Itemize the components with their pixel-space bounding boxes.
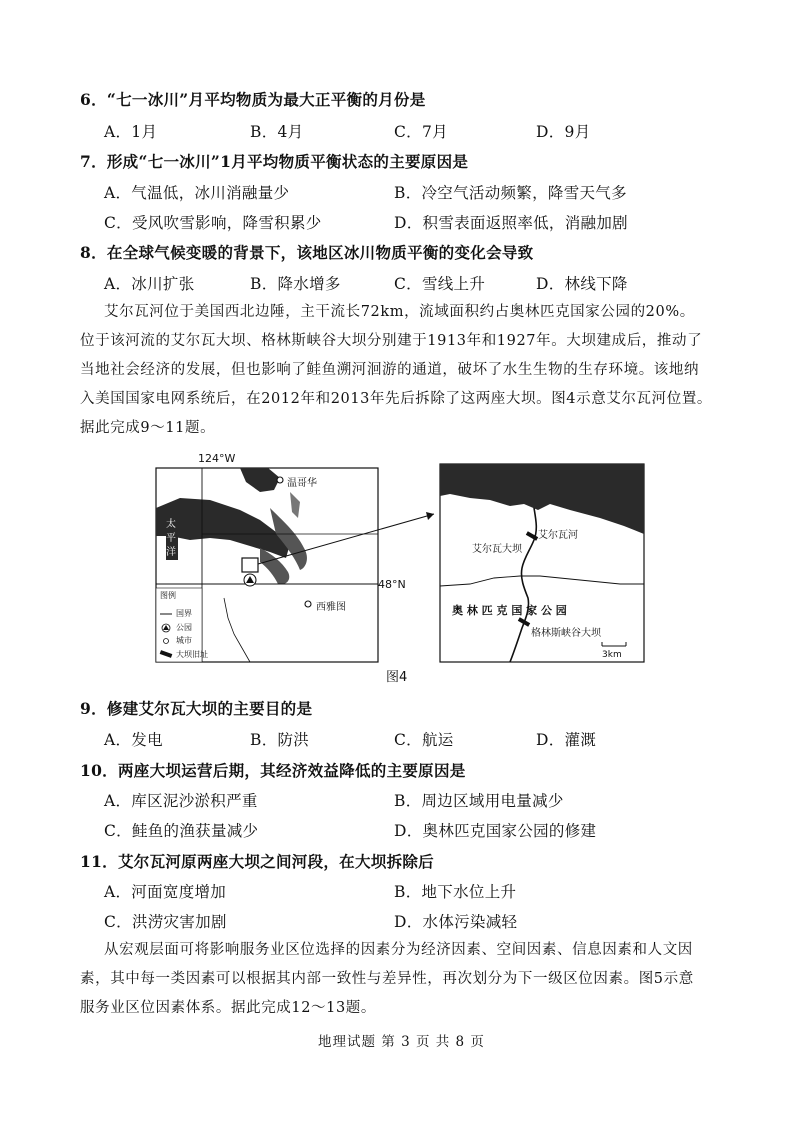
legend-dam-label: 大坝旧址: [176, 650, 208, 659]
question-7-stem: 7．形成“七一冰川”1月平均物质平衡状态的主要原因是: [80, 152, 469, 171]
question-9-stem: 9．修建艾尔瓦大坝的主要目的是: [80, 699, 313, 718]
city-vancouver-marker: [277, 477, 283, 483]
question-11-option-c: C．洪涝灾害加剧: [104, 913, 227, 931]
study-area-box: [242, 558, 258, 572]
passage2-line-3: 服务业区位因素体系。据此完成12～13题。: [80, 1000, 376, 1016]
question-9-option-d: D．灌溉: [536, 731, 597, 749]
question-10-option-b: B．周边区域用电量减少: [394, 792, 564, 810]
latitude-label: 48°N: [378, 578, 406, 591]
question-7-option-a: A．气温低，冰川消融量少: [104, 184, 290, 202]
question-6-stem: 6．“七一冰川”月平均物质为最大正平衡的月份是: [80, 90, 426, 109]
question-11-option-b: B．地下水位上升: [394, 883, 517, 901]
passage2-line-2: 素，其中每一类因素可以根据其内部一致性与差异性，再次划分为下一级区位因素。图5示意: [80, 971, 694, 987]
question-11-option-a: A．河面宽度增加: [104, 883, 227, 901]
question-10-option-c: C．鲑鱼的渔获量减少: [104, 822, 259, 840]
question-8-option-d: D．林线下降: [536, 275, 628, 293]
question-8-option-c: C．雪线上升: [394, 275, 486, 293]
question-11-stem: 11．艾尔瓦河原两座大坝之间河段，在大坝拆除后: [80, 852, 434, 871]
passage1-line-5: 据此完成9～11题。: [80, 420, 216, 436]
legend-border-label: 国界: [176, 609, 192, 618]
passage1-line-4: 入美国国家电网系统后，在2012年和2013年先后拆除了这两座大坝。图4示意艾尔瓦河位置。: [80, 391, 713, 407]
legend-title: 图例: [160, 591, 176, 600]
question-9-option-c: C．航运: [394, 731, 454, 749]
scale-label: 3km: [602, 650, 622, 660]
question-10-option-a: A．库区泥沙淤积严重: [104, 792, 258, 810]
legend-city-icon: [164, 639, 169, 644]
question-8-stem: 8．在全球气候变暖的背景下，该地区冰川物质平衡的变化会导致: [80, 243, 534, 262]
question-10-option-d: D．奥林匹克国家公园的修建: [394, 822, 597, 840]
ocean-label: 太 平 洋: [166, 519, 176, 558]
passage1-line-2: 位于该河流的艾尔瓦大坝、格林斯峡谷大坝分别建于1913年和1927年。大坝建成后，推动了: [80, 333, 703, 349]
figure-4-caption: 图4: [386, 670, 408, 685]
question-10-stem: 10．两座大坝运营后期，其经济效益降低的主要原因是: [80, 761, 466, 780]
question-8-option-a: A．冰川扩张: [104, 275, 195, 293]
question-7-option-d: D．积雪表面返照率低，消融加剧: [394, 214, 628, 232]
question-11-option-d: D．水体污染减轻: [394, 913, 518, 931]
glines-canyon-dam-label: 格林斯峡谷大坝: [531, 628, 601, 639]
park-label: 奥 林 匹 克 国 家 公 园: [452, 604, 567, 617]
question-6-option-a: A．1月: [104, 123, 158, 141]
question-9-option-a: A．发电: [104, 731, 163, 749]
legend-city-label: 城市: [176, 636, 192, 645]
question-6-option-d: D．9月: [536, 123, 591, 141]
passage2-line-1: 从宏观层面可将影响服务业区位选择的因素分为经济因素、空间因素、信息因素和人文因: [104, 942, 693, 958]
question-9-option-b: B．防洪: [250, 731, 310, 749]
longitude-label: 124°W: [198, 452, 236, 465]
city-seattle-label: 西雅图: [316, 602, 346, 613]
question-6-option-b: B．4月: [250, 123, 304, 141]
city-vancouver-label: 温哥华: [287, 478, 317, 489]
question-6-option-c: C．7月: [394, 123, 448, 141]
passage1-line-1: 艾尔瓦河位于美国西北边陲，主干流长72km，流域面积约占奥林匹克国家公园的20%。: [104, 304, 695, 320]
page-footer: 地理试题 第 3 页 共 8 页: [318, 1034, 485, 1050]
question-8-option-b: B．降水增多: [250, 275, 341, 293]
question-7-option-b: B．冷空气活动频繁，降雪天气多: [394, 184, 627, 202]
river-label: 艾尔瓦河: [538, 530, 578, 541]
city-seattle-marker: [305, 601, 311, 607]
elwha-dam-label: 艾尔瓦大坝: [472, 544, 522, 555]
passage1-line-3: 当地社会经济的发展，但也影响了鲑鱼溯河洄游的通道，破坏了水生生物的生存环境。该地纳: [80, 362, 700, 378]
question-7-option-c: C．受风吹雪影响，降雪积累少: [104, 214, 322, 232]
legend-park-label: 公园: [176, 623, 192, 632]
